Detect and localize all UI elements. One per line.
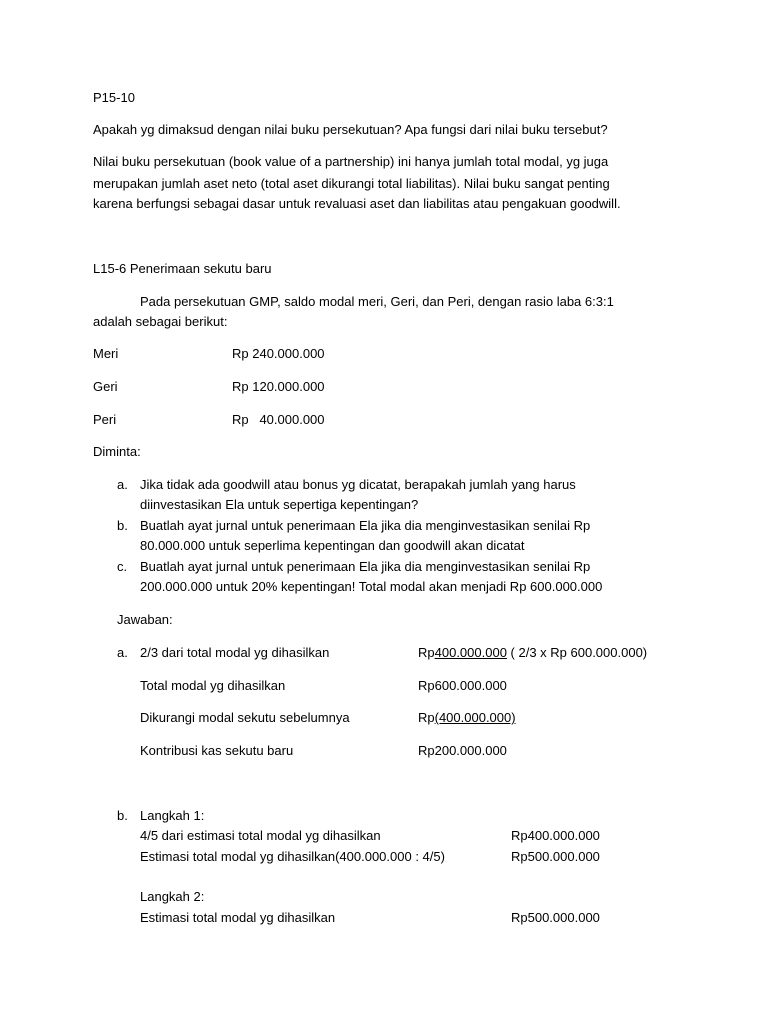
answer-a-value: Rp600.000.000 xyxy=(418,678,507,693)
partner-amount: Rp 240.000.000 xyxy=(232,346,325,361)
answer-b-value: Rp400.000.000 xyxy=(511,828,600,843)
partner-amount: Rp 120.000.000 xyxy=(232,379,325,394)
answer-b-label: 4/5 dari estimasi total modal yg dihasilkan xyxy=(140,828,381,843)
intro-line-1: Pada persekutuan GMP, saldo modal meri, Geri, dan Peri, dengan rasio laba 6:3:1 xyxy=(140,294,614,309)
step-title: Langkah 2: xyxy=(140,889,205,904)
answer-b-value: Rp500.000.000 xyxy=(511,849,600,864)
partner-name: Geri xyxy=(93,379,118,394)
answer-line-3: karena berfungsi sebagai dasar untuk revaluasi aset dan liabilitas atau pengakuan goodwill. xyxy=(93,196,621,211)
answer-a-value: Rp(400.000.000) xyxy=(418,710,516,725)
answer-line-1: Nilai buku persekutuan (book value of a partnership) ini hanya jumlah total modal, yg juga xyxy=(93,154,609,169)
task-line: 80.000.000 untuk seperlima kepentingan dan goodwill akan dicatat xyxy=(140,538,525,553)
task-marker: a. xyxy=(117,477,128,492)
partner-name: Meri xyxy=(93,346,119,361)
task-line: Jika tidak ada goodwill atau bonus yg dicatat, berapakah jumlah yang harus xyxy=(140,477,576,492)
answer-a-value: Rp200.000.000 xyxy=(418,743,507,758)
answer-b-value: Rp500.000.000 xyxy=(511,910,600,925)
task-line: Buatlah ayat jurnal untuk penerimaan Ela jika dia menginvestasikan senilai Rp xyxy=(140,518,591,533)
task-line: Buatlah ayat jurnal untuk penerimaan Ela jika dia menginvestasikan senilai Rp xyxy=(140,559,591,574)
question: Apakah yg dimaksud dengan nilai buku persekutuan? Apa fungsi dari nilai buku tersebut? xyxy=(93,122,608,137)
heading: P15-10 xyxy=(93,90,135,105)
answer-a-marker: a. xyxy=(117,645,128,660)
jawaban-label: Jawaban: xyxy=(117,612,173,627)
task-marker: c. xyxy=(117,559,128,574)
task-line: diinvestasikan Ela untuk sepertiga kepentingan? xyxy=(140,497,419,512)
answer-a-label: Kontribusi kas sekutu baru xyxy=(140,743,294,758)
partner-name: Peri xyxy=(93,412,117,427)
answer-a-label: Dikurangi modal sekutu sebelumnya xyxy=(140,710,350,725)
answer-a-value: Rp400.000.000 ( 2/3 x Rp 600.000.000) xyxy=(418,645,648,660)
answer-line-2: merupakan jumlah aset neto (total aset dikurangi total liabilitas). Nilai buku sangat penting xyxy=(93,176,610,191)
diminta-label: Diminta: xyxy=(93,444,141,459)
partner-amount: Rp 40.000.000 xyxy=(232,412,325,427)
answer-a-label: 2/3 dari total modal yg dihasilkan xyxy=(140,645,330,660)
task-line: 200.000.000 untuk 20% kepentingan! Total modal akan menjadi Rp 600.000.000 xyxy=(140,579,603,594)
answer-b-label: Estimasi total modal yg dihasilkan xyxy=(140,910,336,925)
task-marker: b. xyxy=(117,518,128,533)
section-title: L15-6 Penerimaan sekutu baru xyxy=(93,261,272,276)
step-title: Langkah 1: xyxy=(140,808,205,823)
intro-line-2: adalah sebagai berikut: xyxy=(93,314,228,329)
answer-b-label: Estimasi total modal yg dihasilkan(400.000.000 : 4/5) xyxy=(140,849,445,864)
answer-b-marker: b. xyxy=(117,808,128,823)
answer-a-label: Total modal yg dihasilkan xyxy=(140,678,286,693)
